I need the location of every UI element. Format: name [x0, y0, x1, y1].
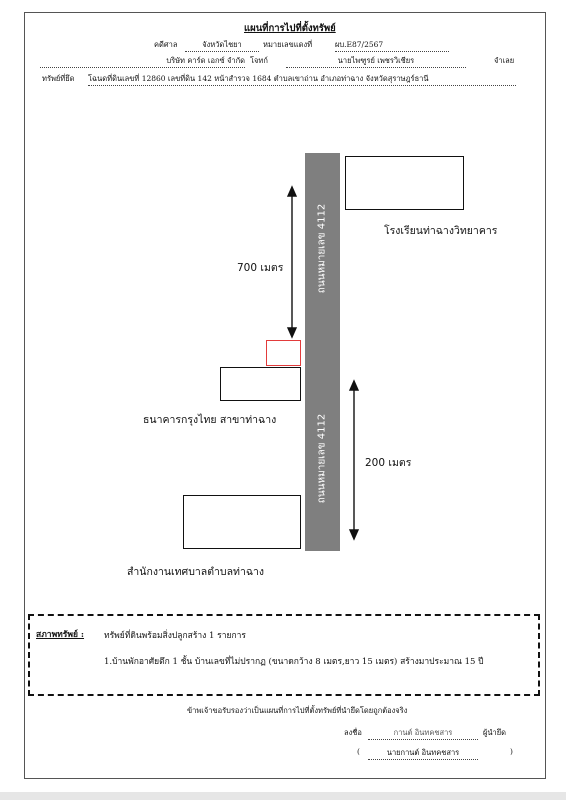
condition-line-1: ทรัพย์ที่ดินพร้อมสิ่งปลูกสร้าง 1 รายการ — [104, 631, 246, 641]
plaintiff-value: บริษัท คาร์ด เอกซ์ จำกัด — [40, 55, 245, 68]
certification-text: ข้าพเจ้าขอรับรองว่าเป็นแผนที่การไปที่ตั้งทรัพย์ที่นำยึดโดยถูกต้องจริง — [187, 706, 408, 715]
road-label-top: ถนนหมายเลข 4112 — [316, 203, 328, 294]
arrow-700m — [288, 187, 296, 337]
sign-label: ลงชื่อ — [344, 728, 362, 737]
court-label: คดีศาล — [154, 40, 178, 49]
signer-role: ผู้นำยึด — [483, 728, 506, 737]
defendant-label: จำเลย — [494, 56, 515, 65]
open-paren: ( — [357, 747, 360, 756]
municipal-label: สำนักงานเทศบาลตำบลท่าฉาง — [127, 566, 265, 578]
plaintiff-label: โจทก์ — [250, 56, 268, 65]
close-paren: ) — [510, 747, 513, 756]
bank-label: ธนาคารกรุงไทย สาขาท่าฉาง — [143, 414, 277, 426]
defendant-value: นายไพฑูรย์ เพชรวิเชียร — [286, 55, 466, 68]
condition-line-2: 1.บ้านพักอาศัยตึก 1 ชั้น บ้านเลขที่ไม่ปรากฏ (ขนาดกว้าง 8 เมตร,ยาว 15 เมตร) สร้างมาประมาณ 15 ปี — [104, 657, 484, 667]
document-title: แผนที่การไปที่ตั้งทรัพย์ — [244, 23, 336, 34]
road-label-bottom: ถนนหมายเลข 4112 — [316, 413, 328, 504]
court-value: จังหวัดไชยา — [185, 39, 259, 52]
arrow-200m — [350, 381, 358, 539]
case-value: ผบ.E87/2567 — [335, 39, 449, 52]
bottom-band — [0, 792, 566, 800]
distance-label-700: 700 เมตร — [237, 262, 284, 274]
property-label: ทรัพย์ที่ยึด — [42, 74, 75, 83]
signer-name: นายกานต์ อินทคชสาร — [368, 747, 478, 760]
condition-label: สภาพทรัพย์ : — [36, 630, 85, 640]
property-value: โฉนดที่ดินเลขที่ 12860 เลขที่ดิน 142 หน้าสำรวจ 1684 ตำบลเขาถ่าน อำเภอท่าฉาง จังหวัดสุราษฎร์ธานี — [88, 73, 516, 86]
signature-value: กานต์ อินทคชสาร — [368, 727, 478, 740]
case-label: หมายเลขแดงที่ — [263, 40, 313, 49]
distance-label-200: 200 เมตร — [365, 457, 412, 469]
school-label: โรงเรียนท่าฉางวิทยาคาร — [384, 225, 498, 237]
